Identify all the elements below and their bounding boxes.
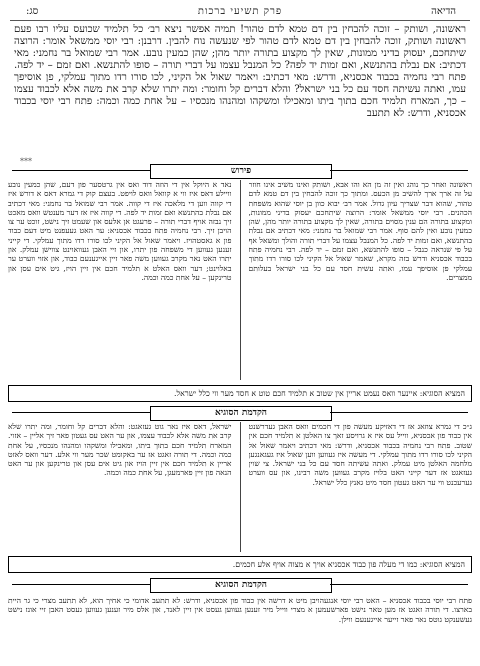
section-header-intro: הקדמת הסוגיא	[150, 406, 332, 421]
separator-stars: ***	[20, 157, 32, 166]
bottom-commentary: פתח רבי יוסי בכבוד אכסניא – האט רבי יוסי אנגעהויבן מיט א דרשה אין כבוד פון אכסניא, ודרש: לא תתעב אדומי כי אחיך הוא, לא תתעב מצרי כי גר היית בארצו. די תורה זאגט אז מען טאר נישט פארשעמען א מצרי ווייל מיר זענען געווען געסט אין זיין לאנד, און אלס מיר זענען געווען געסט האבן זיי אונז נישט געשענקט גוטס נאר פאר זייער אייגענעם ווילן.	[8, 596, 472, 624]
section-header-commentary: פירוש	[150, 164, 332, 179]
commentary-column-left: נאד א היוקל אין די הוזה דוד ואס אין גרטסער פון דעם, שהן כמעין נובע וויילע דאס איז ווי א קוואל וואס לויפט. בעצם קוק די גמרא דאס א דורש איז די קווה ווען די מלאכה איז די קווה. אמר רבי שמואל בר נחמני: מאי דכתיב אם נבלת בהתנשא ואם זמות יד לפה. די קווה איז אז דער מענטש וואס מאכט זיך נבזה אויף דברי תורה – פרעגט אן אלעס און שעמט זיך נישט, זוכט ער צו הויבן זיך. רבי נחמיה פתח בכבוד אכסניא: ער האט געעפנט מיט דעם כבוד פון א גאסטהויז. ויאמר שאול אל הקיני לכו סורו רדו מתוך עמלקי. די קייני זענען געווען די משפחה פון יתרו, און זיי האבן געוואוינט צווישן עמלק. און יתרו האט נאר מקרב געווען משה פאר זיין אייגענעם כבוד, און אזוי ווערט ער באלוינט; דער וואס האלט א תלמיד חכם אין זיין הויז, גיט אים עסן און טרינקען – על אחת כמה וכמה.	[8, 180, 232, 282]
commentary-column-right: ג״כ די גמרא צוזאג אז די דאזיקע מעשה פון די חכמים וואס האבן געדרשנט אין כבוד פון אכסניא, ווייל עס איז א גרויסע זאך צו האלטן א תלמיד חכם אין שטוב. פתח רבי נחמיה בכבוד אכסניא, ודרש: מאי דכתיב ויאמר שאול אל הקיני לכו סורו רדו מתוך עמלקי. די מעשה איז געווען ווען שאול איז געגאנגען מלחמה האלטן מיט עמלק. ואתה עשיתה חסד עם כל בני ישראל. צי שוין געזאגט אז דער קייני האט בלויז מקרב געווען משה רבינו, און עס ווערט גערעכנט ווי ער האט געטון חסד מיט גאנץ כלל ישראל.	[248, 422, 472, 487]
divider-line	[12, 170, 150, 171]
page-number: סג:	[26, 6, 39, 17]
divider-line	[12, 412, 150, 413]
commentary-columns-2	[8, 422, 472, 552]
commentary-column-right: ראשונה ואחר כך נוהג ואין זה מן הא והו אבא, ושותק ואינו משיב אינו חוזר על זה ארך ארך להשיב מן הכעס. ומתוך כך זוכה להבחין בין דם טמא לדם טהור, שהוא דבר שצריך עיון גדול. אמר רב׳ יבוא כוון בן יוסי שהוא משפחת הכהנים. רבי יוסי ממשאל אומר: הרוצה שיתחכם יעסוק בדיני ממונות, ומקצוע בתורה הם ענין מסוים בתורה, שאין לך מקצוע בתורה יותר מהן, שהן כמעין נובע ואין להם סוף. אמר רבי שמואל בר נחמני: מאי דכתיב אם נבלת בהתנשא, ואם זמות יד לפה. כל המנבל עצמו על דברי תורה והולך ומשאל אף על פי שנראה כנבל – סופו להתנשא, ואם זמם – יד לפה. רבי נחמיה פתח בכבוד אכסניא ודרש בזה מקרא, שאמר שאול אל הקיני לכו סורו רדו מתוך עמלקי פן אוסיפך עמו, ואתה עשית חסד עם כל בני ישראל בעלותם ממצרים.	[248, 180, 472, 282]
commentary-columns-1	[8, 180, 472, 380]
commentary-column-left: ישראל, דאס איז נאר גוט געזאגט: והלא דברים קל וחומר, ומה יתרו שלא קרב את משה אלא לכבוד עצמו, און ער האט עס געטון פאר זיך אליין – אזוי. המארח תלמיד חכם בתוך ביתו, ומאכילו ומשקהו ומהנהו מנכסיו, על אחת כמה וכמה. די תורה זאגט אז ער באקומט שכר מער ווי אלע. דער וואס לאזט אריין א תלמיד חכם אין זיין הויז און גיט אים עסן און טרינקען און ער האט הנאה פון זיין פארמעגן, על אחת כמה וכמה.	[8, 422, 232, 478]
header-chapter: הדיאה	[431, 6, 456, 17]
section-header-intro-2: הקדמת הסוגיא	[150, 578, 332, 593]
divider-line	[330, 412, 468, 413]
running-header	[10, 6, 470, 21]
column-divider	[240, 422, 241, 552]
divider-line	[330, 584, 468, 585]
summary-box-2: המציא הסוגיא: כמו די מעלה פון כבוד אכסניא אויך א מצוה אויף אלע חכמים.	[8, 556, 472, 573]
summary-box-1: המציא הסוגיא: איינער וואס נעמט אריין אין שטוב א תלמיד חכם טוט א חסד מער ווי כלל ישראל.	[8, 385, 472, 402]
divider-line	[12, 584, 150, 585]
gemara-text: ראשונה, ושותק – זוכה להבחין בין דם טמא לדם טהור! תמיה אפשר ניצא רב׳ כל תלמיד שכועס עליו רבו פעם ראשונה ושותק, זוכה להבחין בין דם טמא לדם טהור לפי שנעשה נוח להבין. דרבנן: רבי יוסי ממשאל אומר: הרוצה שיתחכם, יעסוק בדיני ממונות, שאין לך מקצוע בתורה יותר מהן; שהן כמעין נובע. אמר רבי שמואל בר נחמני: מאי דכתיב: אם נבלת בהתנשא, ואם זמות יד לפה? כל המנבל עצמו על דברי תורה – סופו להתנשא. ואם זמם – יד לפה. פתח רבי נחמיה בכבוד אכסניא, ודרש: מאי דכתיב: ויאמר שאול אל הקיני, לכו סורו רדו מתוך עמלקי, פן אוסיפך עמו, ואתה עשיתה חסד עם כל בני ישראל? והלא דברים קל וחומר: ומה יתרו שלא קרב את משה אלא לכבוד עצמו – כך, המארח תלמיד חכם בתוך ביתו ומאכילו ומשקהו ומהנהו מנכסיו – על אחת כמה וכמה: פתח רבי יוסי בכבוד אכסניא, ודרש: לא תתעב	[14, 24, 466, 119]
column-divider	[240, 180, 241, 380]
divider-line	[330, 170, 468, 171]
header-title: פרק תשיעי ברכות	[197, 6, 283, 17]
